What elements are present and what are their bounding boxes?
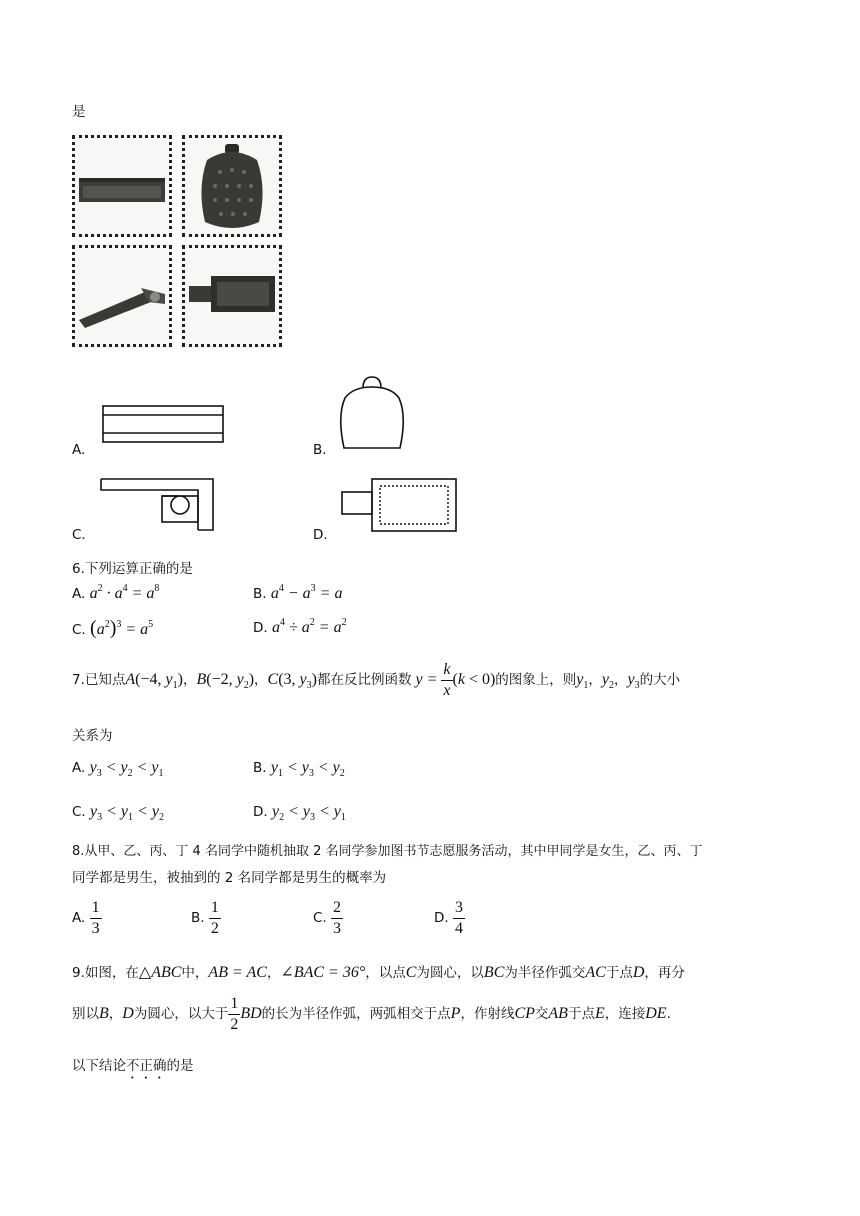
q9-stem-line2: 别以B，D为圆心，以大于 $\frac{1}{2}$ BD的长为半径作弧，两弧相交于点P，作射线CP交AB于点E，连接DE. [72,995,671,1033]
photo-front-view [72,135,172,237]
q9-stem-line3: 以下结论不正确的是 [72,1058,194,1074]
q9-stem-line1: 9.如图，在△ABC中，AB = AC，∠BAC = 36°，以点C为圆心，以BC为半径作弧交AC于点D，再分 [72,964,685,981]
q8-option-d[interactable]: D. $\frac{3}{4}$ [434,899,463,937]
q7-option-b[interactable]: B. $y_1 < y_3 < y_2$ [253,759,345,779]
q6-option-c[interactable] [72,617,153,640]
q6-option-a-formula: $a^2 \cdot a^4 = a^8$ [89,583,160,602]
q5-option-d-figure[interactable] [338,476,460,534]
emphasis-not-correct: 不正确 [126,1058,167,1074]
q8-option-c[interactable]: C. $\frac{2}{3}$ [313,899,342,937]
q6-option-d-formula: $a^4 \div a^2 = a^2$ [271,617,347,636]
q6-option-d-label: D. [253,620,268,636]
q7-stem-line1: 7.已知点A(−4, $y_1$)，B(−2, $y_2$)，C(3, $y_3$)都在反比例函数 y = $\frac{k}{x}$ (k < 0)的图象上，则$y_1$，$y_2$，$y_3$的大小 [72,661,681,699]
continuation-text: 是 [72,104,86,120]
q6-stem: 6.下列运算正确的是 [72,561,193,577]
q8-option-b[interactable]: B. $\frac{1}{2}$ [191,899,219,937]
q6-option-d[interactable] [253,617,347,637]
q6-option-c-label: C. [72,622,86,638]
photo-angle-view [72,245,172,347]
q8-stem-line1: 8.从甲、乙、丙、丁 4 名同学中随机抽取 2 名同学参加图书节志愿服务活动，其中甲同学是女生，乙、丙、丁 [72,844,703,859]
q7-function: y = $\frac{k}{x}$ (k < 0) [411,661,496,699]
photo-side-view [182,245,282,347]
q8-stem-line2: 同学都是男生，被抽到的 2 名同学都是男生的概率为 [72,870,387,886]
q5-option-c-label[interactable]: C. [72,527,86,543]
q7-stem-line2: 关系为 [72,728,113,744]
q5-option-d-label[interactable]: D. [313,527,328,543]
q6-option-b[interactable] [253,583,342,603]
q5-option-b-label[interactable]: B. [313,442,327,458]
q6-option-b-label: B. [253,586,267,602]
q5-option-b-figure[interactable] [335,372,415,452]
q5-option-c-figure[interactable] [98,474,218,534]
q7-option-a[interactable]: A. $y_3 < y_2 < y_1$ [72,759,164,779]
q7-option-d[interactable]: D. $y_2 < y_3 < y_1$ [253,803,346,823]
q6-option-c-formula: $(a^2)^3 = a^5$ [90,617,154,639]
q6-option-b-formula: $a^4 - a^3 = a$ [270,583,343,602]
q6-option-a-label: A. [72,586,86,602]
photo-top-view [182,135,282,237]
q6-option-a[interactable] [72,583,159,603]
q5-option-a-label[interactable]: A. [72,442,86,458]
q5-option-a-figure[interactable] [100,400,226,448]
q8-option-a[interactable]: A. $\frac{1}{3}$ [72,899,100,937]
object-photo-grid [72,135,292,355]
q7-option-c[interactable]: C. $y_3 < y_1 < y_2$ [72,803,164,823]
